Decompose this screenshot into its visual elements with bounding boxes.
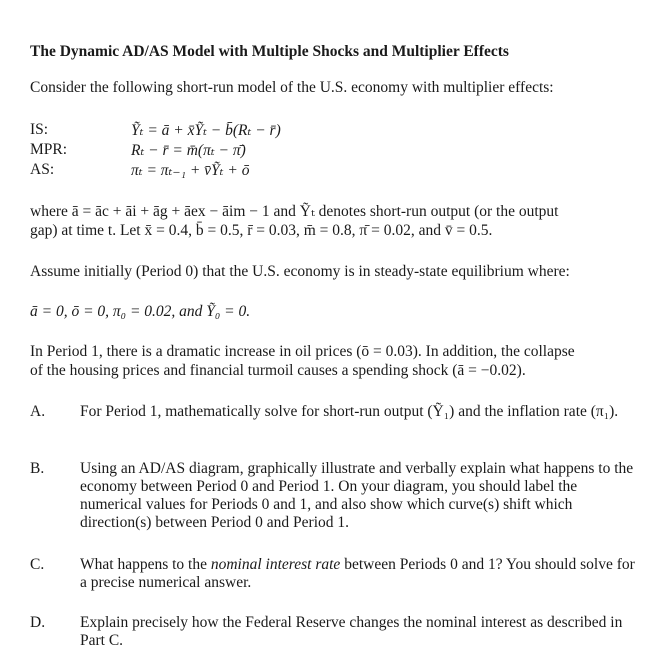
period1-line-1: In Period 1, there is a dramatic increase in oil prices (ō = 0.03). In addition, the collapse [30,343,575,360]
question-c-letter: C. [30,556,45,573]
question-b-letter: B. [30,460,45,477]
document-title: The Dynamic AD/AS Model with Multiple Shocks and Multiplier Effects [30,43,509,60]
question-d-text: Explain precisely how the Federal Reserve changes the nominal interest as described in Part C. [80,614,623,649]
as-label: AS: [30,161,55,178]
as-equation: πₜ = πₜ₋₁ + v̄Ỹₜ + ō [131,162,250,179]
question-c-text-before: What happens to the [80,556,211,573]
initial-conditions: ā = 0, ō = 0, π₀ = 0.02, and Ỹ₀ = 0. [30,303,251,320]
question-c-italic-term: nominal interest rate [210,556,341,573]
mpr-label: MPR: [30,141,68,158]
is-equation: Ỹₜ = ā + x̄Ỹₜ − b̄(Rₜ − r̄) [131,122,281,139]
question-a-text: For Period 1, mathematically solve for short-run output (Ỹ₁) and the inflation rate (π₁). [80,403,619,420]
intro-text: Consider the following short-run model of the U.S. economy with multiplier effects: [30,79,554,96]
question-c-text [80,556,635,592]
question-c-text-after: between Periods 0 and 1? You should solve for a precise numerical answer. [80,556,635,591]
mpr-equation: Rₜ − r̄ = m̄(πₜ − π̄) [131,142,246,159]
question-a-letter: A. [30,403,46,420]
where-line-1: where ā = āc + āi + āg + āex − āim − 1 and Ỹₜ denotes short-run output (or the output [30,203,559,220]
where-line-2: gap) at time t. Let x̄ = 0.4, b̄ = 0.5, r̄ = 0.03, m̄ = 0.8, π̄ = 0.02, and v̄ = 0.5. [30,222,493,239]
question-d-letter: D. [30,614,46,631]
question-b-text: Using an AD/AS diagram, graphically illustrate and verbally explain what happens to the economy between Period 0 and Period 1. On your diagram, you should label the numerical values for Periods 0 and 1, and also show which curve(s) shift which direction(s) between Period 0 and Period 1. [80,460,634,531]
period1-line-2: of the housing prices and financial turmoil causes a spending shock (ā = −0.02). [30,362,526,379]
assume-text: Assume initially (Period 0) that the U.S. economy is in steady-state equilibrium where: [30,263,570,280]
is-label: IS: [30,121,49,138]
